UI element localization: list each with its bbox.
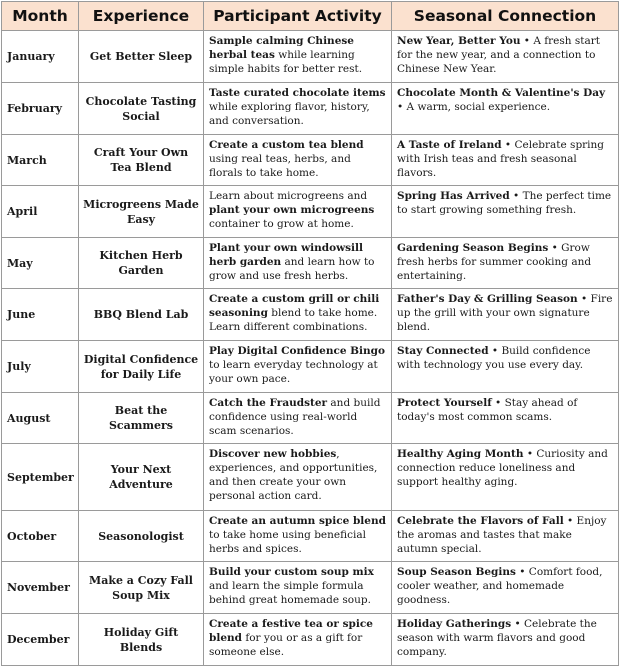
- seasonal-title: Celebrate the Flavors of Fall: [397, 515, 564, 527]
- activity-cell: [204, 393, 392, 444]
- month-cell: April: [2, 186, 79, 238]
- seasonal-cell: [392, 393, 619, 444]
- experience-cell: BBQ Blend Lab: [79, 289, 204, 341]
- seasonal-text: • Stay ahead of today's most common scams.: [397, 397, 578, 423]
- activity-cell: [204, 562, 392, 614]
- activity-text: , experiences, and opportunities, and then create your own personal action card.: [209, 448, 378, 502]
- table-header: [2, 2, 619, 31]
- seasonal-title: A Taste of Ireland: [397, 139, 502, 151]
- activity-highlight: Discover new hobbies: [209, 448, 337, 460]
- activity-highlight: Taste curated chocolate items: [209, 87, 386, 99]
- seasonal-cell: [392, 31, 619, 83]
- month-cell: May: [2, 238, 79, 289]
- month-cell: July: [2, 341, 79, 393]
- activity-text: and learn how to grow and use fresh herbs.: [209, 256, 375, 282]
- seasonal-text: • Grow fresh herbs for summer cooking and entertaining.: [397, 242, 592, 282]
- activity-cell: [204, 614, 392, 666]
- seasonal-title: Spring Has Arrived: [397, 190, 510, 202]
- header-experience: Experience: [79, 2, 204, 31]
- seasonal-cell: [392, 289, 619, 341]
- table-row: [2, 238, 619, 289]
- seasonal-title: Stay Connected: [397, 345, 489, 357]
- activity-text: Learn about microgreens and: [209, 190, 368, 202]
- table-row: [2, 511, 619, 562]
- table-row: [2, 135, 619, 186]
- activity-text: container to grow at home.: [209, 218, 354, 230]
- seasonal-text: • Build confidence with technology you use every day.: [397, 345, 591, 371]
- seasonal-title: Gardening Season Begins: [397, 242, 549, 254]
- seasonal-cell: [392, 83, 619, 135]
- program-schedule-table: [1, 1, 619, 666]
- seasonal-title: Protect Yourself: [397, 397, 492, 409]
- table-row: [2, 444, 619, 511]
- seasonal-title: Holiday Gatherings: [397, 618, 512, 630]
- activity-highlight: Build your custom soup mix: [209, 566, 374, 578]
- table-row: [2, 83, 619, 135]
- table-row: [2, 393, 619, 444]
- seasonal-cell: [392, 511, 619, 562]
- seasonal-title: Healthy Aging Month: [397, 448, 524, 460]
- seasonal-text: • Fire up the grill with your own signature blend.: [397, 293, 613, 333]
- month-cell: November: [2, 562, 79, 614]
- table-row: [2, 341, 619, 393]
- activity-highlight: Catch the Fraudster: [209, 397, 328, 409]
- header-row: [2, 2, 619, 31]
- activity-cell: [204, 511, 392, 562]
- activity-cell: [204, 186, 392, 238]
- table-row: [2, 289, 619, 341]
- experience-cell: Seasonologist: [79, 511, 204, 562]
- seasonal-title: Soup Season Begins: [397, 566, 516, 578]
- seasonal-cell: [392, 341, 619, 393]
- month-cell: September: [2, 444, 79, 511]
- experience-cell: Kitchen Herb Garden: [79, 238, 204, 289]
- activity-text: while learning simple habits for better rest.: [209, 49, 363, 75]
- activity-highlight: Sample calming Chinese herbal teas: [209, 35, 354, 61]
- activity-cell: [204, 135, 392, 186]
- activity-cell: [204, 83, 392, 135]
- table-row: [2, 614, 619, 666]
- month-cell: February: [2, 83, 79, 135]
- activity-cell: [204, 238, 392, 289]
- seasonal-text: • Enjoy the aromas and tastes that make autumn special.: [397, 515, 607, 555]
- seasonal-text: • Curiosity and connection reduce loneliness and support healthy aging.: [397, 448, 608, 488]
- activity-cell: [204, 444, 392, 511]
- seasonal-text: • The perfect time to start growing something fresh.: [397, 190, 612, 216]
- activity-highlight: Create a custom grill or chili seasoning: [209, 293, 380, 319]
- seasonal-cell: [392, 135, 619, 186]
- seasonal-cell: [392, 238, 619, 289]
- seasonal-text: • A fresh start for the new year, and a connection to Chinese New Year.: [397, 35, 600, 75]
- table-body: [2, 31, 619, 666]
- activity-text: using real teas, herbs, and florals to take home.: [209, 153, 351, 179]
- table-row: [2, 186, 619, 238]
- experience-cell: Craft Your Own Tea Blend: [79, 135, 204, 186]
- header-seasonal: Seasonal Connection: [392, 2, 619, 31]
- seasonal-cell: [392, 614, 619, 666]
- activity-text: blend to take home. Learn different combinations.: [209, 307, 378, 333]
- activity-cell: [204, 31, 392, 83]
- activity-highlight: plant your own microgreens: [209, 204, 375, 216]
- activity-cell: [204, 341, 392, 393]
- header-activity: Participant Activity: [204, 2, 392, 31]
- activity-cell: [204, 289, 392, 341]
- experience-cell: Beat the Scammers: [79, 393, 204, 444]
- experience-cell: Make a Cozy Fall Soup Mix: [79, 562, 204, 614]
- month-cell: January: [2, 31, 79, 83]
- seasonal-text: • Celebrate spring with Irish teas and fresh seasonal flavors.: [397, 139, 605, 179]
- experience-cell: Microgreens Made Easy: [79, 186, 204, 238]
- activity-text: for you or as a gift for someone else.: [209, 632, 363, 658]
- activity-text: and build confidence using real-world scam scenarios.: [209, 397, 381, 437]
- seasonal-cell: [392, 444, 619, 511]
- seasonal-title: New Year, Better You: [397, 35, 521, 47]
- seasonal-cell: [392, 186, 619, 238]
- month-cell: August: [2, 393, 79, 444]
- table-row: [2, 31, 619, 83]
- seasonal-text: • A warm, social experience.: [397, 101, 551, 113]
- activity-text: and learn the simple formula behind great homemade soup.: [209, 580, 371, 606]
- activity-highlight: Create an autumn spice blend: [209, 515, 386, 527]
- seasonal-text: • Celebrate the season with warm flavors and good company.: [397, 618, 597, 658]
- activity-highlight: Play Digital Confidence Bingo: [209, 345, 386, 357]
- activity-highlight: Plant your own windowsill herb garden: [209, 242, 364, 268]
- seasonal-title: Chocolate Month & Valentine's Day: [397, 87, 606, 99]
- experience-cell: Holiday Gift Blends: [79, 614, 204, 666]
- month-cell: June: [2, 289, 79, 341]
- experience-cell: Chocolate Tasting Social: [79, 83, 204, 135]
- seasonal-text: • Comfort food, cooler weather, and homemade goodness.: [397, 566, 603, 606]
- experience-cell: Your Next Adventure: [79, 444, 204, 511]
- month-cell: December: [2, 614, 79, 666]
- experience-cell: Get Better Sleep: [79, 31, 204, 83]
- month-cell: March: [2, 135, 79, 186]
- experience-cell: Digital Confidence for Daily Life: [79, 341, 204, 393]
- activity-text: while exploring flavor, history, and conversation.: [209, 101, 370, 127]
- seasonal-cell: [392, 562, 619, 614]
- month-cell: October: [2, 511, 79, 562]
- activity-text: to learn everyday technology at your own pace.: [209, 359, 378, 385]
- header-month: Month: [2, 2, 79, 31]
- table-row: [2, 562, 619, 614]
- activity-text: to take home using beneficial herbs and spices.: [209, 529, 366, 555]
- seasonal-title: Father's Day & Grilling Season: [397, 293, 578, 305]
- activity-highlight: Create a custom tea blend: [209, 139, 364, 151]
- activity-highlight: Create a festive tea or spice blend: [209, 618, 373, 644]
